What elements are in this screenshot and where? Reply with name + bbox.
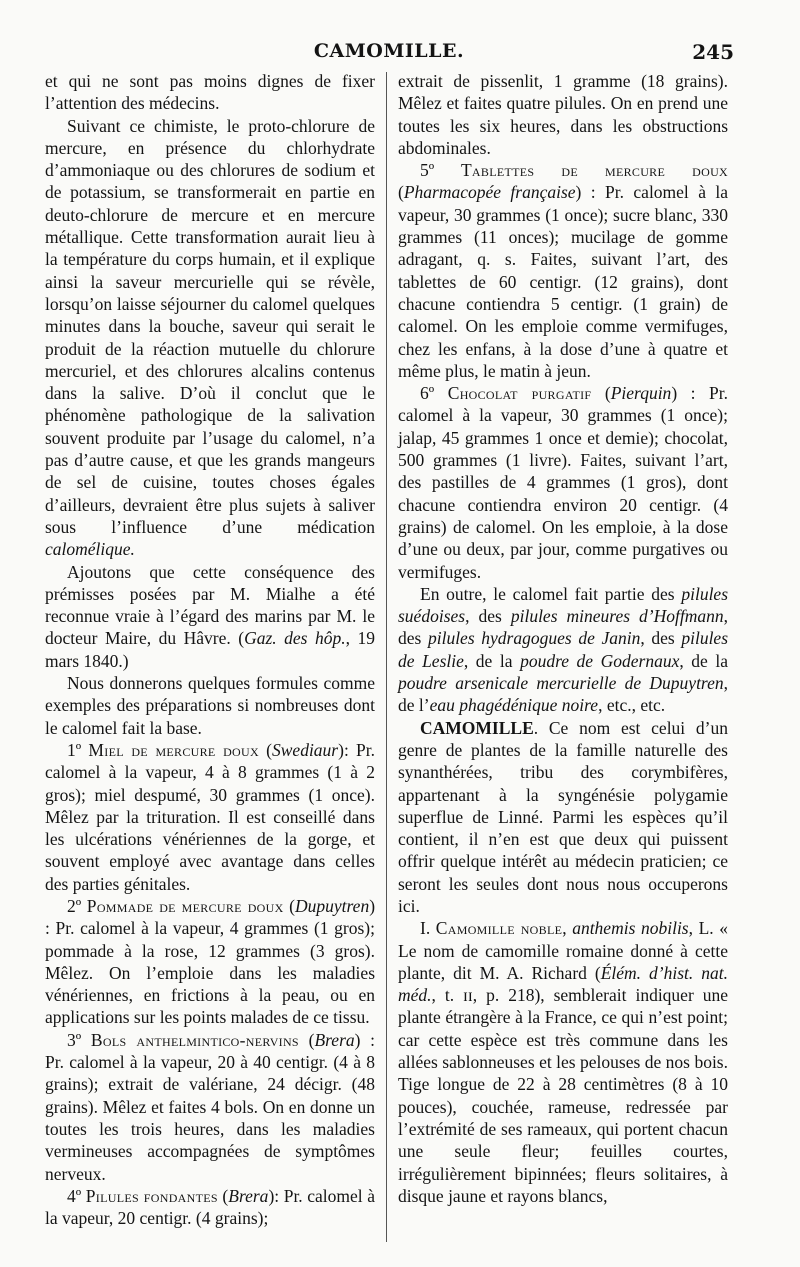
formula-text: : Pr. calomel à la vapeur, 4 grammes (1 gros); pommade à la rose, 12 grammes (3 gros). Mêlez. On l’emploie dans les maladies vénériennes, en frictions à la peau, ou en applications sur les points malades de ce tissu. [45,918,375,1028]
page-header [44,40,734,66]
paragraph-formulas-intro: Nous donnerons quelques formules comme exemples des préparations si nombreuses dont le calomel fait la base. [45,673,375,738]
formula-title: Bols anthelmintico-nervins [90,1029,299,1050]
formula-number: 3º [67,1029,82,1050]
section-title: Camomille noble [435,918,563,939]
remedy-name: pilules suédoises [398,583,729,627]
formula-author: Swediaur [272,739,339,760]
paragraph-text: , des [640,628,675,649]
paragraph-text: , L. « Le nom de camomille romaine donné à cette plante, dit M. A. Richard ( [398,918,728,983]
formula-author: Brera [228,1185,269,1206]
formula-title: Miel de mercure doux [88,739,259,760]
left-column [45,70,375,1229]
paragraph-text: , de la [463,650,513,671]
formula-text: : Pr. calomel à la vapeur, 4 à 8 grammes (1 à 2 gros); miel despumé, 30 grammes (1 once). Mêlez par la trituration. Il est conseillé dans les ulcérations vénériennes de la gorge, et souvent employé avec avantage dans celles des parties génitales. [45,739,376,894]
paragraph-text: , de l’ [398,673,728,716]
formula-title: Tablettes de mercure doux [460,160,729,181]
entry-camomille [398,717,728,918]
formula-number: 2º [67,895,82,916]
journal-reference: Gaz. des hôp. [244,628,346,649]
formula-title: Chocolat purgatif [447,383,592,404]
formula-title: Pommade de mercure doux [86,895,284,916]
paragraph-text: Suivant ce chimiste, le proto-chlorure de mercure, en présence du chlorhydrate d’ammoniaque ou des chlorures de sodium et de potassium, se transformerait en partie en deuto-chlorure de mercure et en mercure métallique. Cette transformation aurait lieu à la température du corps humain, et il explique ainsi la saveur mercurielle qui se révèle, lorsqu’on laisse séjourner du calomel quelques minutes dans la bouche, saveur qui serait le produit de la réaction mutuelle du chlorure mercuriel, et des chlorures alcalins contenus dans la salive. D’où il conclut que le phénomène pathologique de la salivation souvent produite par l’usage du calomel, n’a pas d’autre cause, et que les grands mangeurs de sel de cuisine, toutes choses égales d’ailleurs, devraient être plus sujets à saliver sous l’influence d’une médication [45,115,375,537]
formula-4: 4º Pilules fondantes (Brera): Pr. calomel à la vapeur, 20 centigr. (4 grains); [45,1185,375,1229]
paragraph-text: , [562,918,567,939]
paragraph-en-outre [398,583,728,717]
formula-number: 6º [420,383,435,404]
column-divider [386,72,387,1242]
formula-author: Brera [314,1029,355,1050]
paragraph-text: , etc., etc. [598,695,666,716]
paragraph-text: , 19 mars 1840.) [45,628,375,671]
remedy-name: eau phagédénique noire [429,695,599,716]
running-title: CAMOMILLE. [313,40,465,62]
paragraph-chemist [45,115,375,561]
remedy-name: poudre arsenicale mercurielle de Dupuytren [398,673,724,694]
formula-title: Pilules fondantes [85,1185,218,1206]
formula-text: : Pr. calomel à la vapeur, 20 à 40 centigr. (4 à 8 grains); extrait de valériane, 24 décigr. (48 grains). Mêlez et faites 4 bols. On en donne un toutes les trois heures, dans les maladies vermineuses accompagnées de symptômes nerveux. [45,1029,376,1184]
paragraph-mialhe [45,561,375,672]
paragraph-text: , t. ɪɪ, p. 218), semblerait indiquer une plante étrangère à la France, ce qui n’est point; car cette espèce est très commune dans les allées sablonneuses et les pelouses de nos bois. Tige longue de 22 à 28 centimètres (8 à 10 pouces), couchée, rameuse, redressée par l’extrémité de ses rameaux, qui portent chacun une seule fleur; feuilles courtes, irrégulièrement bipinnées; fleurs solitaires, à disque jaune et rayons blancs, [398,985,728,1206]
formula-1: 1º Miel de mercure doux (Swediaur): Pr. calomel à la vapeur, 4 à 8 grammes (1 à 2 gros); miel despumé, 30 grammes (1 once). Mêlez par la trituration. Il est conseillé dans les ulcérations vénériennes de la gorge, et souvent employé avec avantage dans celles des parties génitales. [45,739,376,894]
entry-text: . Ce nom est celui d’un genre de plantes de la famille naturelle des synanthérées, tribu des corymbifères, appartenant à la syngénésie polygamie superflue de Linné. Parmi les espèces qu’il contient, il n’en est que deux qui puissent offrir quelque intérêt au médecin praticien; ce seront les seules dont nous nous occuperons ici. [398,717,728,916]
remedy-name: pilules de Leslie [398,628,729,671]
remedy-name: pilules hydragogues de Janin [427,628,641,649]
remedy-name: poudre de Godernaux [520,650,680,671]
formula-number: 1º [67,739,82,760]
paragraph-text: , des [398,606,729,649]
formula-text: : Pr. calomel à la vapeur, 30 grammes (1 once); sucre blanc, 330 grammes (11 onces); mucilage de gomme adragant, q. s. Faites, suivant l’art, des tablettes de 60 centigr. (12 grains), dont chacune contiendra 5 centigr. (1 grain) de calomel. On les emploie comme vermifuges, chez les enfans, à la dose d’une à quatre et même plus, le matin à jeun. [398,182,728,381]
remedy-name: pilules mineures d’Hoffmann [510,606,724,627]
formula-3: 3º Bols anthelmintico-nervins (Brera) : Pr. calomel à la vapeur, 20 à 40 centigr. (4 à 8 grains); extrait de valériane, 24 décigr. (48 grains). Mêlez et faites 4 bols. On en donne un toutes les trois heures, dans les maladies vermineuses accompagnées de symptômes nerveux. [45,1029,376,1184]
paragraph-text: , de la [679,650,729,671]
paragraph-continuation: extrait de pissenlit, 1 gramme (18 grains). Mêlez et faites quatre pilules. On en prend une toutes les six heures, dans les obstructions abdominales. [398,71,728,158]
section-number: I. [420,918,431,939]
paragraph-continuation: et qui ne sont pas moins dignes de fixer l’attention des médecins. [45,71,375,114]
entry-heading: CAMOMILLE [420,717,534,738]
formula-author: Dupuytren [295,895,370,916]
book-reference: Élém. d’hist. nat. méd. [398,962,728,1006]
page-number: 245 [692,40,734,64]
paragraph-text: Ajoutons que cette conséquence des prémisses posées par M. Mialhe a été reconnue vraie à l’égard des marins par M. le docteur Maire, du Hâvre. ( [45,561,375,649]
paragraph-text: En outre, le calomel fait partie des [420,583,675,604]
formula-text: : Pr. calomel à la vapeur, 20 centigr. (4 grains); [45,1185,375,1229]
formula-6: 6º Chocolat purgatif (Pierquin) : Pr. calomel à la vapeur, 30 grammes (1 once); jalap, 45 grammes 1 once et demie); chocolat, 500 grammes (1 livre). Faites, suivant l’art, des pastilles de 4 grammes (1 gros), dont chacune contiendra environ 20 centigr. (4 grains) de calomel. On les emploie, à la dose d’une ou deux, par jour, comme purgatives ou vermifuges. [398,383,729,582]
formula-2: 2º Pommade de mercure doux (Dupuytren) : Pr. calomel à la vapeur, 4 grammes (1 gros); pommade à la rose, 12 grammes (3 gros). Mêlez. On l’emploie dans les maladies vénériennes, en frictions à la peau, ou en applications sur les points malades de ce tissu. [45,895,376,1028]
formula-number: 5º [420,160,435,181]
latin-name: anthemis nobilis [572,918,689,939]
formula-5: 5º Tablettes de mercure doux (Pharmacopée française) : Pr. calomel à la vapeur, 30 grammes (1 once); sucre blanc, 330 grammes (11 onces); mucilage de gomme adragant, q. s. Faites, suivant l’art, des tablettes de 60 centigr. (12 grains), dont chacune contiendra 5 centigr. (1 grain) de calomel. On les emploie comme vermifuges, chez les enfans, à la dose d’une à quatre et même plus, le matin à jeun. [398,160,729,381]
entry-camomille-noble [398,917,728,1207]
formula-number: 4º [67,1185,82,1206]
formula-author: Pierquin [610,383,672,404]
right-column [398,70,728,1207]
italic-term: calomélique. [45,539,135,560]
paragraph-text: , des [465,606,502,627]
formula-author: Pharmacopée française [403,182,576,203]
formula-text: : Pr. calomel à la vapeur, 30 grammes (1 once); jalap, 45 grammes 1 once et demie); chocolat, 500 grammes (1 livre). Faites, suivant l’art, des pastilles de 4 grammes (1 gros), dont chacune contiendra environ 20 centigr. (4 grains) de calomel. On les emploie, à la dose d’une ou deux, par jour, comme purgatives ou vermifuges. [398,383,729,582]
